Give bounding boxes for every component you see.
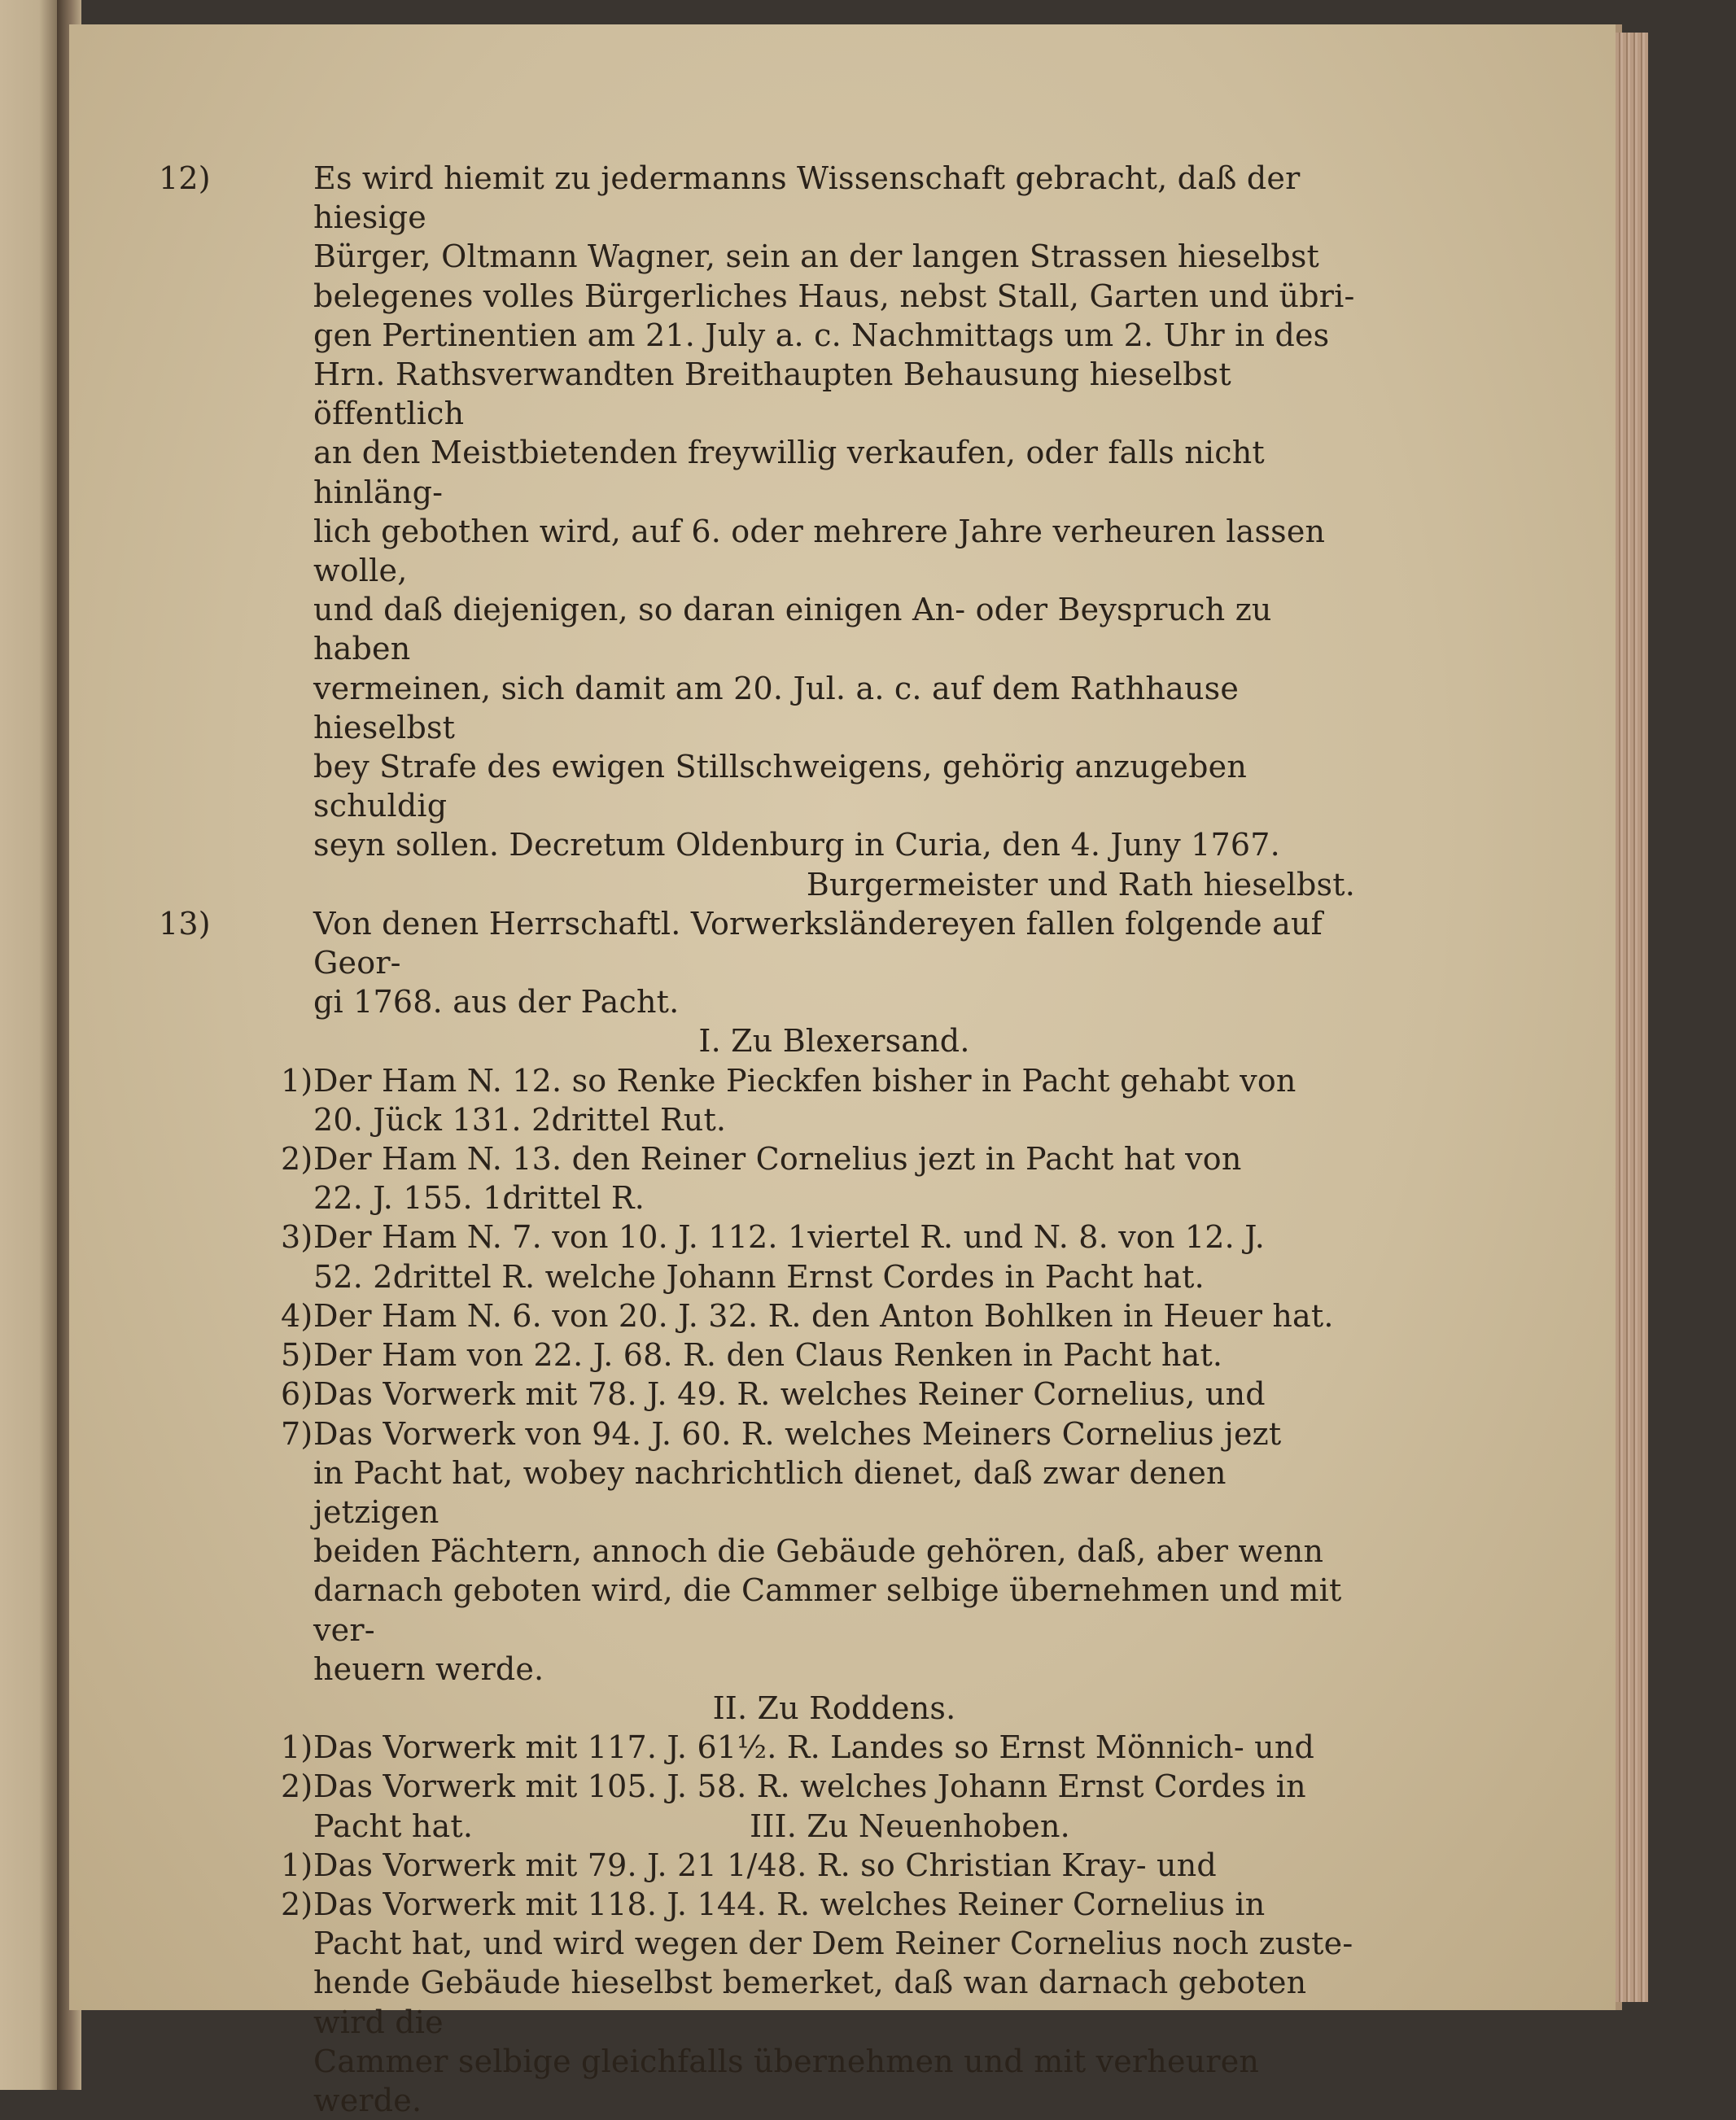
text-line: Der Ham N. 7. von 10. J. 112. 1viertel R. und N. 8. von 12. J. — [313, 1219, 1266, 1256]
item-number: 5) — [281, 1337, 313, 1374]
entry-number: 12) — [159, 160, 211, 196]
page-text — [159, 159, 1355, 2120]
text-line: 22. J. 155. 1drittel R. — [313, 1180, 645, 1217]
text-line: Der Ham N. 6. von 20. J. 32. R. den Anton Bohlken in Heuer hat. — [313, 1297, 1334, 1334]
list-item — [159, 1061, 1355, 1139]
list-item — [159, 1846, 1355, 1885]
text-line: Der Ham N. 12. so Renke Pieckfen bisher in Pacht gehabt von — [313, 1062, 1297, 1099]
item-number: 6) — [281, 1376, 313, 1413]
text-line: Cammer selbige gleichfalls übernehmen und mit verheuren werde. — [313, 2043, 1260, 2118]
signature: Burgermeister und Rath hieselbst. — [806, 866, 1355, 903]
text-line: Das Vorwerk mit 118. J. 144. R. welches Reiner Cornelius in — [313, 1886, 1266, 1922]
text-line: Hrn. Rathsverwandten Breithaupten Behausung hieselbst öffentlich — [313, 356, 1231, 432]
entry-12 — [159, 159, 1355, 904]
item-number: 7) — [281, 1415, 313, 1452]
text-line: Pacht hat. — [313, 1807, 474, 1844]
entry-13 — [159, 904, 1355, 1022]
page-edges — [1616, 33, 1648, 2002]
text-line: belegenes volles Bürgerliches Haus, nebst Stall, Garten und übri- — [313, 278, 1355, 314]
text-line: gen Pertinentien am 21. July a. c. Nachmittags um 2. Uhr in des — [313, 317, 1330, 353]
list-item — [159, 1139, 1355, 1217]
text-line: heuern werde. — [313, 1650, 544, 1687]
entry-number: 13) — [159, 905, 211, 942]
text-line: Das Vorwerk von 94. J. 60. R. welches Meiners Cornelius jezt — [313, 1415, 1282, 1452]
list-item — [159, 1375, 1355, 1414]
text-line: Das Vorwerk mit 79. J. 21 1/48. R. so Christian Kray- und — [313, 1847, 1217, 1883]
text-line: Pacht hat, und wird wegen der Dem Reiner Cornelius noch zuste- — [313, 1925, 1353, 1962]
section-heading: I. Zu Blexersand. — [698, 1023, 970, 1060]
text-line: Von denen Herrschaftl. Vorwerksländereyen fallen folgende auf Geor- — [313, 905, 1323, 981]
text-line: an den Meistbietenden freywillig verkaufen, oder falls nicht hinläng- — [313, 435, 1265, 510]
text-line: lich gebothen wird, auf 6. oder mehrere Jahre verheuren lassen wolle, — [313, 513, 1326, 589]
text-line: Das Vorwerk mit 78. J. 49. R. welches Reiner Cornelius, und — [313, 1376, 1266, 1413]
text-line: hende Gebäude hieselbst bemerket, daß wan darnach geboten wird die — [313, 1965, 1307, 2040]
text-line: darnach geboten wird, die Cammer selbige übernehmen und mit ver- — [313, 1572, 1342, 1648]
section-heading: III. Zu Neuenhoben. — [750, 1807, 1070, 1844]
item-number: 1) — [281, 1847, 313, 1883]
text-line: beiden Pächtern, annoch die Gebäude gehören, daß, aber wenn — [313, 1533, 1324, 1570]
tail-line — [159, 1807, 1355, 1846]
text-line: bey Strafe des ewigen Stillschweigens, gehörig anzugeben schuldig — [313, 749, 1247, 824]
section-heading: II. Zu Roddens. — [712, 1689, 956, 1726]
list-item — [159, 1885, 1355, 2120]
text-line: Das Vorwerk mit 117. J. 61½. R. Landes so Ernst Mönnich- und — [313, 1729, 1315, 1766]
left-page-edge — [0, 0, 65, 2090]
text-line: 20. Jück 131. 2drittel Rut. — [313, 1101, 727, 1138]
text-line: gi 1768. aus der Pacht. — [313, 984, 680, 1021]
item-number: 4) — [281, 1297, 313, 1334]
list-item — [159, 1728, 1355, 1767]
list-item — [159, 1217, 1355, 1296]
text-line: seyn sollen. Decretum Oldenburg in Curia, den 4. Juny 1767. — [313, 827, 1280, 863]
item-number: 2) — [281, 1768, 313, 1805]
text-line: in Pacht hat, wobey nachrichtlich dienet, daß zwar denen jetzigen — [313, 1454, 1227, 1530]
text-line: Bürger, Oltmann Wagner, sein an der langen Strassen hieselbst — [313, 238, 1319, 275]
item-number: 3) — [281, 1219, 313, 1256]
text-line: Es wird hiemit zu jedermanns Wissenschaft gebracht, daß der hiesige — [313, 160, 1301, 236]
item-number: 2) — [281, 1141, 313, 1178]
text-line: 52. 2drittel R. welche Johann Ernst Cordes in Pacht hat. — [313, 1258, 1205, 1295]
list-item — [159, 1296, 1355, 1335]
item-number: 1) — [281, 1729, 313, 1766]
list-item — [159, 1767, 1355, 1806]
item-number: 2) — [281, 1886, 313, 1922]
text-line: Der Ham von 22. J. 68. R. den Claus Renken in Pacht hat. — [313, 1337, 1223, 1374]
text-line: Der Ham N. 13. den Reiner Cornelius jezt in Pacht hat von — [313, 1141, 1242, 1178]
text-line: Das Vorwerk mit 105. J. 58. R. welches Johann Ernst Cordes in — [313, 1768, 1306, 1805]
list-item — [159, 1414, 1355, 1689]
text-line: vermeinen, sich damit am 20. Jul. a. c. auf dem Rathhause hieselbst — [313, 670, 1240, 745]
item-number: 1) — [281, 1062, 313, 1099]
text-line: und daß diejenigen, so daran einigen An- oder Beyspruch zu haben — [313, 592, 1272, 667]
list-item — [159, 1335, 1355, 1375]
